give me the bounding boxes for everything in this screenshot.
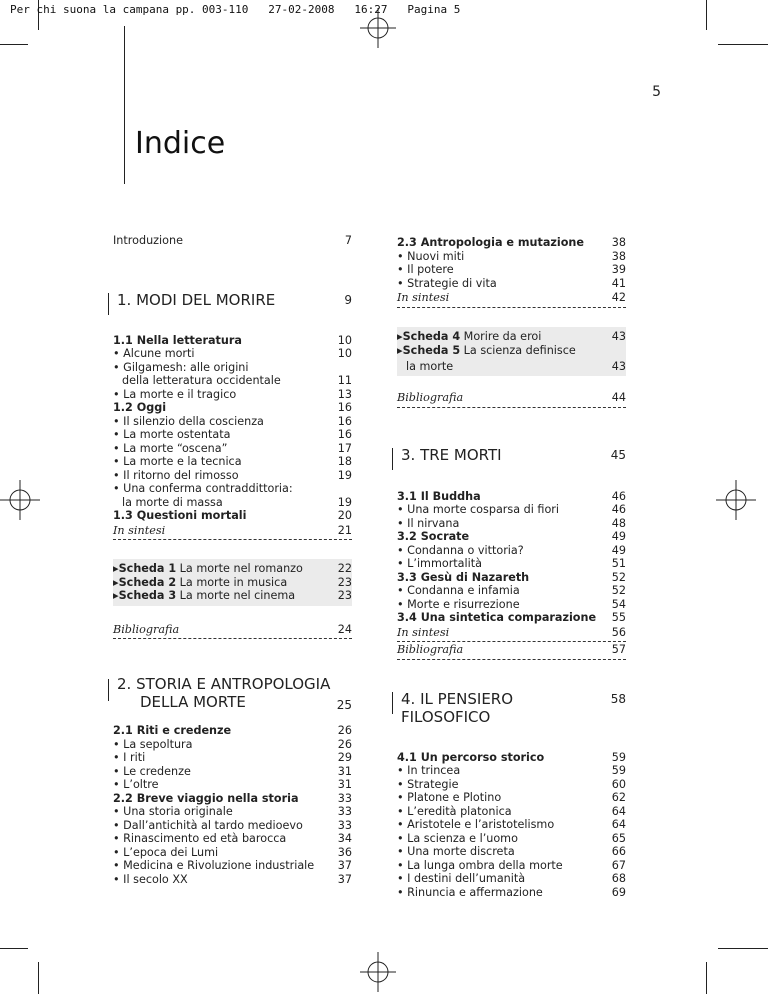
toc-entry: • Condanna e infamia 52 xyxy=(397,584,626,597)
toc-entry: • La morte e il tragico 13 xyxy=(113,387,352,401)
toc-entry: della letteratura occidentale 11 xyxy=(122,374,352,387)
toc-entry: • Medicina e Rivoluzione industriale 37 xyxy=(113,859,352,872)
toc-entry: • I riti 29 xyxy=(113,751,352,764)
toc-section: 3.4 Una sintetica comparazione 55 xyxy=(397,611,626,624)
toc-entry: • Rinascimento ed età barocca 34 xyxy=(113,832,352,845)
toc-section: 1.3 Questioni mortali 20 xyxy=(113,509,352,522)
left-column xyxy=(113,234,352,886)
toc-entry: • Condanna o vittoria? 49 xyxy=(397,543,626,557)
toc-entry: • La morte “oscena” 17 xyxy=(113,441,352,455)
toc-entry: • Il ritorno del rimosso 19 xyxy=(113,468,352,482)
toc-entry: • Nuovi miti 38 xyxy=(397,249,626,263)
toc-entry: • Una morte discreta 66 xyxy=(397,845,626,858)
scheda-entry: ▸Scheda 4 Morire da eroi 43 xyxy=(397,329,626,343)
toc-entry: • I destini dell’umanità 68 xyxy=(397,872,626,885)
crop-mark-br-h xyxy=(718,948,768,949)
toc-entry: • L’eredità platonica 64 xyxy=(397,804,626,818)
triangle-icon: ▸ xyxy=(113,589,119,602)
scheda-entry: ▸Scheda 1 La morte nel romanzo 22 xyxy=(113,562,352,575)
toc-list xyxy=(113,724,352,886)
chapter-heading: 4. IL PENSIERO FILOSOFICO 58 xyxy=(397,690,626,726)
toc-entry-intro: Introduzione 7 xyxy=(113,234,352,247)
page-title: Indice xyxy=(135,126,226,161)
toc-entry: • Una conferma contraddittoria: xyxy=(113,482,293,495)
toc-entry-bibliografia: Bibliografia 57 xyxy=(397,643,626,660)
toc-entry: • Il nirvana 48 xyxy=(397,516,626,530)
toc-entry: • Una storia originale 33 xyxy=(113,805,352,818)
toc-section: 3.3 Gesù di Nazareth 52 xyxy=(397,570,626,584)
toc-list xyxy=(397,490,626,625)
toc-entry: la morte di massa 19 xyxy=(122,495,352,509)
toc-entry-bibliografia: Bibliografia 24 xyxy=(113,623,352,640)
toc-entry: • Il secolo XX 37 xyxy=(113,872,352,886)
page-number: 5 xyxy=(652,84,661,100)
toc-section: 3.2 Socrate 49 xyxy=(397,530,626,543)
toc-entry-bibliografia: Bibliografia 44 xyxy=(397,391,626,408)
toc-entry: • L’immortalità 51 xyxy=(397,557,626,570)
toc-list xyxy=(397,751,626,900)
title-rule xyxy=(124,26,125,184)
toc-section: 2.2 Breve viaggio nella storia 33 xyxy=(113,791,352,805)
scheda-entry: ▸Scheda 3 La morte nel cinema 23 xyxy=(113,589,352,602)
toc-entry: • La scienza e l’uomo 65 xyxy=(397,831,626,845)
toc-section: 4.1 Un percorso storico 59 xyxy=(397,750,626,764)
toc-entry: • Dall’antichità al tardo medioevo 33 xyxy=(113,818,352,832)
triangle-icon: ▸ xyxy=(113,575,119,589)
scheda-entry: ▸Scheda 5 La scienza definisce xyxy=(397,344,576,357)
chapter-heading: 2. STORIA E ANTROPOLOGIA DELLA MORTE 25 xyxy=(113,675,352,714)
crop-mark-bl-h xyxy=(0,948,28,949)
schede-box: ▸Scheda 4 Morire da eroi 43 ▸Scheda 5 La scienza definisce la morte 43 xyxy=(397,327,626,377)
toc-entry: • Il potere 39 xyxy=(397,263,626,276)
chapter-heading: 3. TRE MORTI 45 xyxy=(397,446,626,464)
toc-entry: • Una morte cosparsa di fiori 46 xyxy=(397,503,626,516)
toc-entry: • Strategie di vita 41 xyxy=(397,276,626,290)
registration-mark-bottom xyxy=(356,952,400,992)
toc-entry: • Rinuncia e affermazione 69 xyxy=(397,885,626,899)
crop-mark-tl-h xyxy=(0,44,28,45)
registration-mark-left xyxy=(0,478,40,522)
crop-mark-tr-h xyxy=(718,44,768,45)
triangle-icon: ▸ xyxy=(397,344,403,357)
toc-entry: • Strategie 60 xyxy=(397,777,626,791)
toc-entry: • Platone e Plotino 62 xyxy=(397,791,626,804)
toc-entry: • La morte ostentata 16 xyxy=(113,428,352,441)
toc-entry: • Morte e risurrezione 54 xyxy=(397,597,626,611)
schede-box xyxy=(113,559,352,606)
toc-entry: • L’epoca dei Lumi 36 xyxy=(113,845,352,859)
print-slug: Per chi suona la campana pp. 003-110 27-02-2008 16:27 Pagina 5 xyxy=(10,3,461,16)
toc-entry: • Gilgamesh: alle origini xyxy=(113,360,249,374)
toc-entry: • L’oltre 31 xyxy=(113,778,352,791)
registration-mark-right xyxy=(716,478,756,522)
toc-entry: • In trincea 59 xyxy=(397,764,626,777)
toc-entry-in-sintesi: In sintesi 21 xyxy=(113,524,352,541)
crop-mark-br-v xyxy=(706,962,707,994)
toc-section: 1.1 Nella letteratura 10 xyxy=(113,333,352,347)
crop-mark-bl-v xyxy=(38,962,39,994)
toc-entry-in-sintesi: In sintesi 42 xyxy=(397,291,626,308)
toc-entry: • Aristotele e l’aristotelismo 64 xyxy=(397,818,626,831)
toc-entry: • La sepoltura 26 xyxy=(113,737,352,751)
triangle-icon: ▸ xyxy=(113,562,119,575)
toc-list xyxy=(397,236,626,290)
toc-section: 2.3 Antropologia e mutazione 38 xyxy=(397,236,626,249)
toc-entry: • Le credenze 31 xyxy=(113,764,352,778)
toc-section: 1.2 Oggi 16 xyxy=(113,401,352,414)
triangle-icon: ▸ xyxy=(397,329,403,343)
toc-section: 3.1 Il Buddha 46 xyxy=(397,489,626,503)
toc-entry-in-sintesi: In sintesi 56 xyxy=(397,626,626,643)
toc-entry: • Alcune morti 10 xyxy=(113,347,352,360)
right-column xyxy=(397,236,626,899)
chapter-heading: 1. MODI DEL MORIRE 9 xyxy=(113,291,352,309)
toc-list xyxy=(113,334,352,523)
toc-section: 2.1 Riti e credenze 26 xyxy=(113,724,352,737)
scheda-entry: ▸Scheda 2 La morte in musica 23 xyxy=(113,575,352,589)
toc-entry: • La morte e la tecnica 18 xyxy=(113,455,352,468)
toc-entry: • Il silenzio della coscienza 16 xyxy=(113,414,352,428)
toc-entry: • La lunga ombra della morte 67 xyxy=(397,858,626,872)
crop-mark-tr-v xyxy=(706,0,707,30)
